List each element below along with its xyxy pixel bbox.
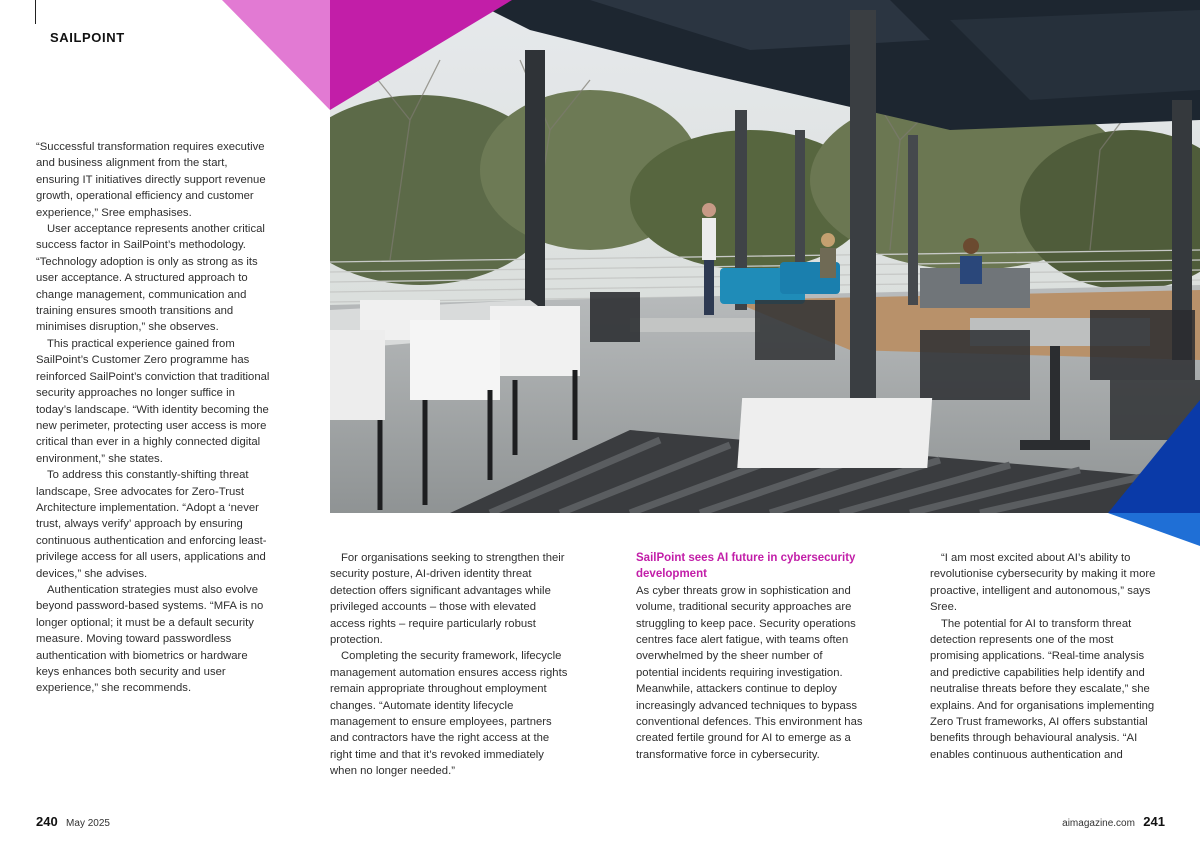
brand-label: SAILPOINT — [50, 30, 125, 45]
paragraph: As cyber threats grow in sophistication and volume, traditional security approaches are struggling to keep pace. Security operations centres face alert fatigue, with teams often overwhelmed by the sheer number of potential incidents requiring investigation. Meanwhile, attackers continue to deploy increasingly advanced techniques to bypass conventional defences. This environment has created fertile ground for AI to emerge as a transformative force in cybersecurity. — [636, 584, 863, 761]
paragraph: For organisations seeking to strengthen their security posture, AI-driven identity threat detection offers significant advantages while privileged accounts – those with elevated access rights – require particularly robust protection. — [330, 552, 565, 647]
paragraph: This practical experience gained from SailPoint’s Customer Zero programme has reinforced SailPoint’s conviction that traditional security approaches no longer suffice in today’s landscape. “With identity becoming the new perimeter, protecting user access is more critical than ever in a highly connected digital environment,” she states. — [36, 337, 270, 465]
column-4 — [930, 550, 1162, 763]
paragraph: To address this constantly-shifting threat landscape, Sree advocates for Zero-Trust Architecture implementation. “Adopt a ‘never trust, always verify’ approach by ensuring continuous authentication and enforcing least-privilege access for all users, applications and devices,” she advises. — [36, 469, 267, 580]
issue-date: May 2025 — [66, 818, 110, 829]
footer-left — [36, 814, 110, 829]
header-rule — [35, 0, 36, 24]
magenta-triangle-shape — [222, 0, 512, 110]
page-number-right: 241 — [1143, 814, 1165, 829]
column-3 — [636, 550, 868, 763]
paragraph: Authentication strategies must also evolve beyond password-based systems. “MFA is no longer optional; it must be a default security measure. Moving toward passwordless authentication with biometrics or hardware keys enhances both security and user experience,” she recommends. — [36, 583, 264, 695]
column-2 — [330, 550, 570, 780]
paragraph: “I am most excited about AI’s ability to revolutionise cybersecurity by making it more proactive, intelligent and autonomous,” says Sree. — [930, 552, 1156, 614]
paragraph: User acceptance represents another critical success factor in SailPoint’s methodology. “Technology adoption is only as strong as its user acceptance. A structured approach to change management, communication and training ensures smooth transitions and minimises disruption,” she observes. — [36, 223, 265, 334]
blue-triangle-shape — [1108, 400, 1200, 550]
paragraph: Completing the security framework, lifecycle management automation ensures access rights remain appropriate throughout employment changes. “Automate identity lifecycle management to ensure employees, partners and contractors have the right access at the right time and that it’s revoked immediately when no longer needed.” — [330, 650, 568, 778]
paragraph: The potential for AI to transform threat detection represents one of the most promising applications. “Real-time analysis and predictive capabilities help identify and neutralise threats before they escalate,” she explains. And for organisations implementing Zero Trust frameworks, AI offers substantial benefits through behavioural analysis. “AI enables continuous authentication and — [930, 617, 1155, 761]
site-url: aimagazine.com — [1062, 818, 1135, 829]
paragraph: “Successful transformation requires executive and business alignment from the start, ensuring IT initiatives directly support revenue growth, operational efficiency and customer experience,” Sree emphasises. — [36, 141, 266, 219]
column-1 — [36, 139, 272, 697]
section-subheading: SailPoint sees AI future in cybersecurity development — [636, 552, 856, 581]
footer-right — [1062, 814, 1165, 829]
page-number-left: 240 — [36, 814, 58, 829]
